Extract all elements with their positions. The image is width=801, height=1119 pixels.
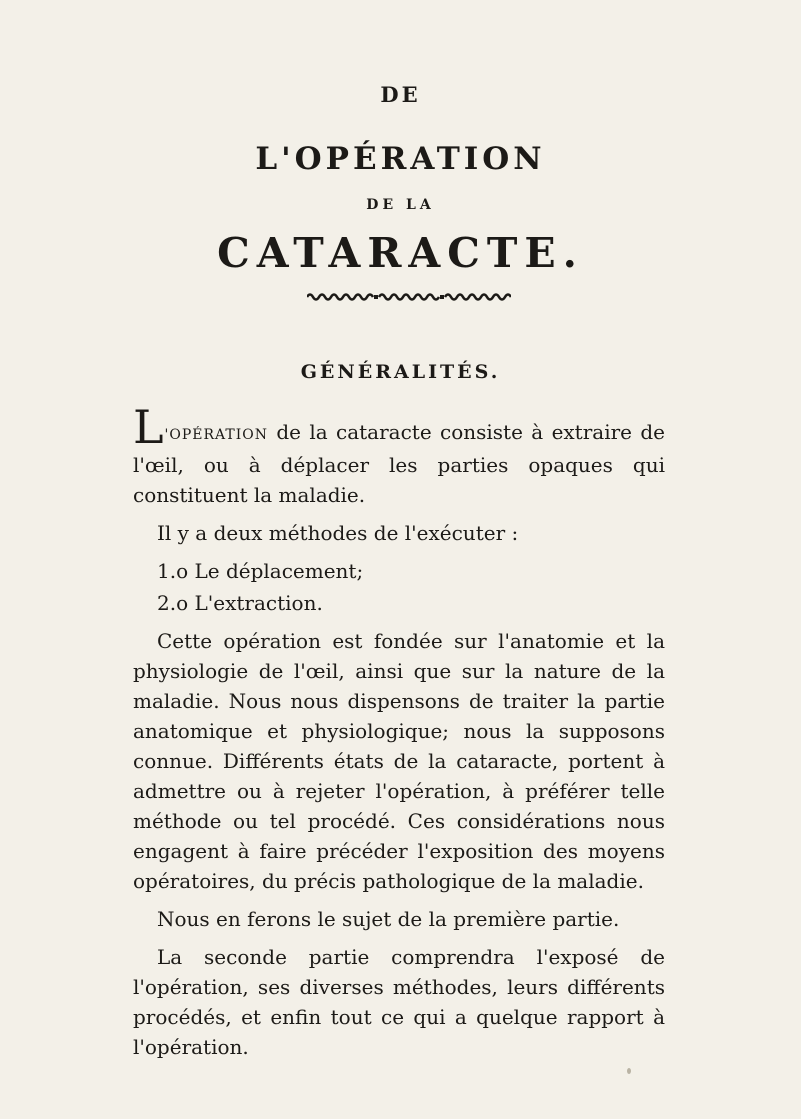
section-title: GÉNÉRALITÉS.: [300, 361, 501, 383]
ornament-dot-2: [440, 295, 444, 299]
intro-smallcaps: 'OPÉRATION: [164, 427, 268, 443]
paragraph-methods: Il y a deux méthodes de l'exécuter :: [157, 521, 519, 545]
paragraph-foundation: Cette opération est fondée sur l'anatomie et la physiologie de l'œil, ainsi que sur la nature de la maladie. Nous nous dispensons de traiter la partie anatomique et physiologique; nous la supposons connue. Différents états de la cataracte, portent à admettre ou à rejeter l'opération, à préférer telle méthode ou tel procédé. Ces considérations nous engagent à faire précéder l'exposition des moyens opératoires, du précis pathologique de la maladie.: [133, 629, 665, 893]
ornament-dot-1: [374, 295, 378, 299]
list-item-deplacement: 1.o Le déplacement;: [157, 559, 364, 583]
paper-speck: [627, 1068, 631, 1074]
intro-text: de la cataracte consiste à extraire de l'œil, ou à déplacer les parties opaques qui constituent la maladie.: [133, 420, 665, 507]
heading-cataracte: CATARACTE.: [217, 229, 584, 277]
heading-de-la: DE LA: [366, 197, 435, 213]
ornamental-rule: [307, 292, 511, 302]
paragraph-second-part: La seconde partie comprendra l'exposé de l'opération, ses diverses méthodes, leurs différents procédés, et enfin tout ce qui a quelque rapport à l'opération.: [133, 945, 665, 1059]
list-item-extraction: 2.o L'extraction.: [157, 591, 323, 615]
paragraph-intro: [133, 400, 665, 510]
drop-cap: L: [133, 400, 164, 454]
heading-de: DE: [380, 82, 421, 107]
heading-operation: L'OPÉRATION: [255, 141, 546, 177]
ornament-wave: [307, 295, 511, 300]
paragraph-first-part: Nous en ferons le sujet de la première partie.: [157, 907, 620, 931]
body-text: [133, 400, 665, 1070]
